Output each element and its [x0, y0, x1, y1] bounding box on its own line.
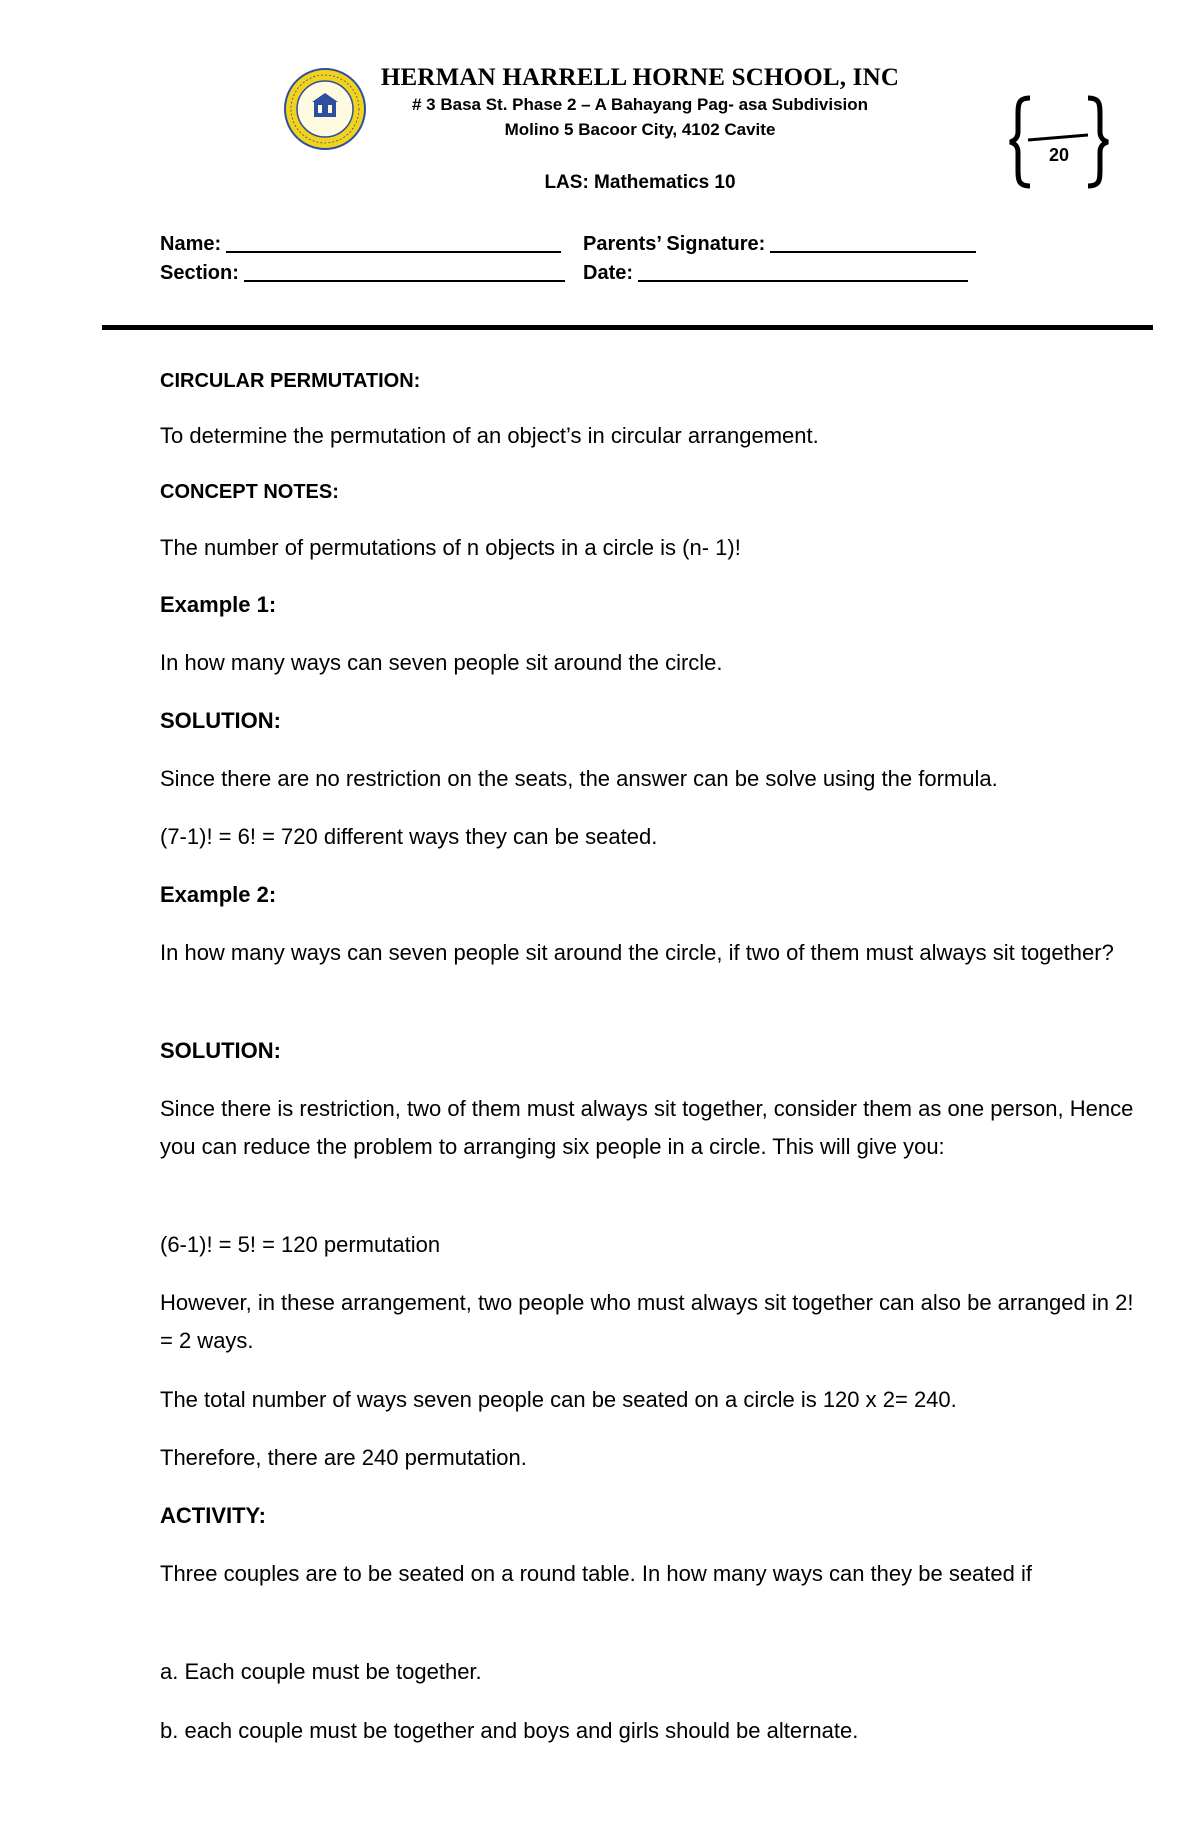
example1-heading: Example 1:	[160, 592, 277, 617]
solution2-formula: (6-1)! = 5! = 120 permutation	[160, 1232, 441, 1257]
activity-item-a: a. Each couple must be together.	[160, 1659, 482, 1684]
name-blank[interactable]	[226, 251, 561, 253]
section-field[interactable]	[160, 262, 565, 285]
example2-heading: Example 2:	[160, 882, 277, 907]
solution2-conclusion: Therefore, there are 240 permutation.	[160, 1445, 527, 1470]
activity-question: Three couples are to be seated on a round table. In how many ways can they be seated if	[160, 1561, 1032, 1586]
solution2-heading: SOLUTION:	[160, 1038, 281, 1063]
parents-signature-blank[interactable]	[770, 251, 976, 253]
school-seal-icon	[284, 68, 366, 150]
solution2-paragraph1: Since there is restriction, two of them must always sit together, consider them as one person, Hence you can reduce the problem to arranging six people in a circle. This will give you:	[160, 1096, 1134, 1159]
score-brace-icon	[1008, 94, 1110, 190]
name-label: Name:	[160, 233, 222, 255]
solution1-heading: SOLUTION:	[160, 708, 281, 733]
school-address-line2: Molino 5 Bacoor City, 4102 Cavite	[504, 120, 776, 139]
solution1-line1: Since there are no restriction on the seats, the answer can be solve using the formula.	[160, 766, 998, 791]
score-total: 20	[1048, 145, 1070, 165]
solution2-paragraph2: However, in these arrangement, two people who must always sit together can also be arranged in 2! = 2 ways.	[160, 1290, 1134, 1353]
parents-signature-field[interactable]	[583, 233, 976, 256]
activity-heading: ACTIVITY:	[160, 1503, 266, 1528]
school-address-line1: # 3 Basa St. Phase 2 – A Bahayang Pag- asa Subdivision	[411, 95, 869, 114]
parents-signature-label: Parents’ Signature:	[583, 233, 766, 255]
example1-question: In how many ways can seven people sit around the circle.	[160, 650, 723, 675]
concept-text: The number of permutations of n objects in a circle is (n- 1)!	[160, 535, 741, 560]
solution2-total: The total number of ways seven people can be seated on a circle is 120 x 2= 240.	[160, 1387, 957, 1412]
date-field[interactable]	[583, 262, 968, 285]
activity-item-b: b. each couple must be together and boys and girls should be alternate.	[160, 1718, 859, 1743]
example2-question: In how many ways can seven people sit around the circle, if two of them must always sit together?	[160, 940, 1114, 965]
section-blank[interactable]	[244, 280, 565, 282]
section-title: CIRCULAR PERMUTATION:	[160, 370, 421, 392]
date-blank[interactable]	[638, 280, 968, 282]
subject-title: LAS: Mathematics 10	[544, 172, 736, 193]
solution1-line2: (7-1)! = 6! = 720 different ways they can be seated.	[160, 824, 658, 849]
school-name: HERMAN HARRELL HORNE SCHOOL, INC	[380, 64, 900, 91]
header-divider	[102, 325, 1153, 330]
date-label: Date:	[583, 262, 634, 284]
intro-text: To determine the permutation of an object’s in circular arrangement.	[160, 423, 819, 448]
concept-heading: CONCEPT NOTES:	[160, 481, 339, 503]
section-label: Section:	[160, 262, 239, 284]
name-field[interactable]	[160, 233, 561, 256]
